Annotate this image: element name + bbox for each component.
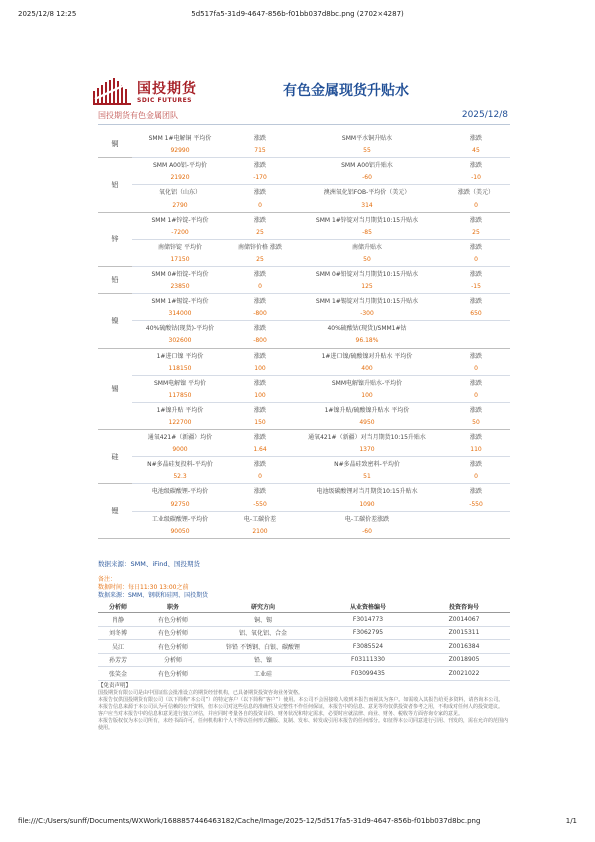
price-label-cell: SMM A00铝-平均价 — [153, 162, 207, 170]
team-name: 国投期货有色金属团队 — [98, 111, 178, 120]
price-value-cell: -550 — [442, 498, 510, 512]
metal-label: 锌 — [98, 212, 132, 266]
price-value-row — [98, 525, 510, 539]
price-value-row — [98, 334, 510, 348]
price-label-row — [98, 430, 510, 444]
price-label-cell: 涨跌 — [253, 216, 266, 224]
price-value-cell: 0 — [442, 362, 510, 376]
price-value-cell: 110 — [442, 443, 510, 457]
price-label-cell: 涨跌 — [253, 135, 266, 143]
price-label-cell: 涨跌 — [253, 325, 266, 333]
price-label-row — [98, 294, 510, 308]
price-label-cell: 通氧421#（新疆）对当月期货10:15升贴水 — [308, 434, 426, 442]
price-label-cell: 南储锌价格 涨跌 — [238, 243, 282, 251]
sdic-logo-icon — [93, 77, 133, 105]
analyst-cell: 刘冬博 — [98, 626, 138, 640]
price-label-cell: SMM A00铝升贴水 — [341, 162, 393, 170]
price-value-cell: 50 — [292, 253, 442, 267]
browser-print-footer — [18, 817, 577, 829]
analyst-cell: 有色分析师 — [138, 667, 208, 681]
price-label-cell: 1#镍升贴/硫酸镍升贴水 平均价 — [324, 406, 410, 414]
price-value-cell: 1090 — [292, 498, 442, 512]
price-value-row — [98, 280, 510, 294]
price-label-cell: 通氧421#（新疆）均价 — [147, 434, 213, 442]
price-value-cell: -550 — [228, 498, 292, 512]
price-value-row — [98, 198, 510, 212]
disclaimer-line: 国投期货有限公司是由中国证监会批准设立的期货经营机构，已具备期货投资咨询业务资格。 — [98, 690, 304, 696]
disclaimer-line: 客户应当对本报告中的信息和意见进行独立评估，并应同时考量各自的投资目的、财务状况和特定需求，必要时应就法律、商业、财务、税收等方面咨询专家的意见。 — [98, 711, 464, 717]
price-label-cell: 涨跌 — [253, 406, 266, 414]
analyst-cell: 肖静 — [98, 613, 138, 627]
price-value-cell: -10 — [442, 171, 510, 185]
price-label-cell: 涨跌 — [469, 461, 482, 469]
analyst-cell: Z0015311 — [418, 626, 510, 640]
title-divider — [98, 124, 510, 125]
price-value-cell: 314000 — [132, 307, 228, 321]
analyst-cell: 铜、锡 — [208, 613, 318, 627]
analyst-table — [98, 600, 510, 681]
price-value-cell: -300 — [292, 307, 442, 321]
price-value-row — [98, 470, 510, 484]
analyst-cell: 有色分析师 — [138, 626, 208, 640]
analyst-cell: 铝、氧化铝、合金 — [208, 626, 318, 640]
price-value-row — [98, 362, 510, 376]
price-value-cell: 125 — [292, 280, 442, 294]
disclaimer — [98, 683, 510, 732]
analyst-cell: F3062795 — [318, 626, 418, 640]
price-value-cell: 25 — [228, 253, 292, 267]
price-value-cell: 92990 — [132, 144, 228, 158]
price-value-cell: 9000 — [132, 443, 228, 457]
logo-chinese-text: 国投期货 — [137, 81, 197, 97]
price-value-cell: 117850 — [132, 389, 228, 403]
analyst-cell: 孙芳芳 — [98, 653, 138, 667]
analyst-cell: Z0021022 — [418, 667, 510, 681]
disclaimer-line: 本报告仅供国投期货有限公司（以下简称“本公司”）的特定客户（以下简称“客户”）使用。本公司不会因接收人收到本报告而视其为客户。如需收入其报告给更多资料，请咨询本公司。 — [98, 697, 504, 703]
analyst-header-license: 从业资格编号 — [318, 600, 418, 613]
analyst-cell: 工业硅 — [208, 667, 318, 681]
price-value-cell: 302600 — [132, 334, 228, 348]
print-datetime: 2025/12/8 12:25 — [18, 10, 77, 18]
price-value-row — [98, 498, 510, 512]
price-label-row — [98, 484, 510, 498]
price-label-row — [98, 511, 510, 525]
price-value-cell: 21920 — [132, 171, 228, 185]
analyst-cell: F3085524 — [318, 640, 418, 654]
price-label-cell: 涨跌 — [469, 298, 482, 306]
price-value-cell: 650 — [442, 307, 510, 321]
price-label-cell: SMM平水铜升贴水 — [341, 135, 393, 143]
price-value-cell: 0 — [228, 470, 292, 484]
price-label-row — [98, 348, 510, 362]
price-value-cell: 90050 — [132, 525, 228, 539]
analyst-row — [98, 640, 510, 654]
price-label-row — [98, 457, 510, 471]
price-label-cell: SMM 1#电解铜 平均价 — [148, 135, 212, 143]
price-value-row — [98, 389, 510, 403]
analyst-row — [98, 626, 510, 640]
price-value-cell: 1.64 — [228, 443, 292, 457]
price-label-cell: 涨跌 — [469, 406, 482, 414]
price-value-cell: -85 — [292, 226, 442, 240]
price-value-cell: 45 — [442, 144, 510, 158]
price-label-cell: 氧化铝（山东） — [158, 189, 201, 197]
price-label-cell: 1#镍升贴 平均价 — [156, 406, 204, 414]
price-label-cell: SMM 0#铅锭对当月期货10:15升贴水 — [315, 270, 419, 278]
price-label-cell: 1#进口镍/硫酸镍对升贴水 平均价 — [321, 352, 413, 360]
price-label-cell: 涨跌 — [469, 434, 482, 442]
price-value-cell: 100 — [228, 362, 292, 376]
price-value-cell: 51 — [292, 470, 442, 484]
price-label-cell: 涨跌 — [469, 488, 482, 496]
price-label-cell: SMM 1#锡锭-平均价 — [151, 298, 209, 306]
price-label-cell: 涨跌 — [469, 243, 482, 251]
price-label-cell — [442, 321, 510, 335]
price-value-cell: 0 — [442, 389, 510, 403]
price-label-cell: 涨跌 — [253, 379, 266, 387]
price-label-cell: 1#进口镍 平均价 — [156, 352, 204, 360]
price-value-cell: 0 — [228, 198, 292, 212]
price-label-cell: 涨跌 — [469, 352, 482, 360]
sdic-logo — [93, 77, 243, 113]
price-value-cell: 50 — [442, 416, 510, 430]
analyst-cell: 铅、镍 — [208, 653, 318, 667]
price-value-cell: 55 — [292, 144, 442, 158]
price-label-cell — [442, 511, 510, 525]
price-label-row — [98, 131, 510, 144]
price-value-cell: 0 — [228, 280, 292, 294]
metal-label: 硅 — [98, 430, 132, 484]
disclaimer-line: 本报告信息来源于本公司认为可信赖的公开资料，但本公司对这些信息的准确性及完整性不作任何保证，本报告中的信息、意见等均仅供投资者参考之用，不构成对任何人的投资建议。 — [98, 704, 504, 710]
analyst-cell: F3014773 — [318, 613, 418, 627]
price-label-cell: 涨跌（美元） — [457, 189, 494, 197]
price-value-cell: 25 — [228, 226, 292, 240]
price-label-row — [98, 158, 510, 172]
price-value-cell: 400 — [292, 362, 442, 376]
price-value-cell: 715 — [228, 144, 292, 158]
price-label-cell: 电池级碳酸锂对当月期货10:15升贴水 — [316, 488, 418, 496]
analyst-cell: 有色分析师 — [138, 640, 208, 654]
price-label-row — [98, 266, 510, 280]
price-value-cell: -800 — [228, 307, 292, 321]
price-label-cell: 涨跌 — [469, 216, 482, 224]
analyst-cell: 锌铅 不锈钢、白银、碳酸锂 — [208, 640, 318, 654]
analyst-row — [98, 667, 510, 681]
price-label-cell: 工业级碳酸锂-平均价 — [151, 515, 209, 523]
price-value-cell: 0 — [442, 470, 510, 484]
analyst-header-position: 职务 — [138, 600, 208, 613]
price-label-cell: SMM 1#锡锭对当月期货10:15升贴水 — [315, 298, 419, 306]
price-label-cell: SMM 1#锌锭对当月期货10:15升贴水 — [315, 216, 419, 224]
price-value-cell: 23850 — [132, 280, 228, 294]
price-label-cell: 涨跌 — [253, 189, 266, 197]
price-label-cell: SMM 0#铅锭-平均价 — [151, 270, 209, 278]
price-label-cell: 南储锌锭 平均价 — [158, 243, 202, 251]
price-label-cell: 涨跌 — [253, 298, 266, 306]
price-value-cell: 122700 — [132, 416, 228, 430]
analyst-row — [98, 613, 510, 627]
price-label-cell: 涨跌 — [469, 270, 482, 278]
metal-label: 铝 — [98, 158, 132, 212]
browser-print-header — [18, 10, 577, 22]
price-value-cell: 2100 — [228, 525, 292, 539]
price-label-cell: 涨跌 — [469, 135, 482, 143]
analyst-row — [98, 653, 510, 667]
price-value-cell: 150 — [228, 416, 292, 430]
price-label-cell: SMM电解镍升贴水-平均价 — [331, 379, 403, 387]
print-file-path: file:///C:/Users/sunff/Documents/WXWork/1688857446463182/Cache/Image/2025-12/5d517fa5-31d9-4647-856b-f01bb037d8bc.png — [18, 817, 481, 825]
metal-label: 镍 — [98, 294, 132, 348]
price-value-cell: 118150 — [132, 362, 228, 376]
price-label-cell: SMM电解镍 平均价 — [153, 379, 207, 387]
data-source: 数据来源：SMM、iFind、国投期货 — [98, 560, 200, 568]
report-title: 有色金属现货升贴水 — [283, 83, 409, 99]
price-value-cell: 17150 — [132, 253, 228, 267]
analyst-cell: 有色分析师 — [138, 613, 208, 627]
price-label-row — [98, 321, 510, 335]
metal-label: 铅 — [98, 266, 132, 293]
price-label-cell: 南储升贴水 — [351, 243, 382, 251]
disclaimer-line: 本报告版权仅为本公司所有，未经书面许可，任何机构和个人不得以任何形式翻版、复制、发布、转发或引用本报告的任何部分。如征得本公司同意进行引用、刊发的，需在允许的范围内使用。 — [98, 718, 509, 731]
price-label-cell: 40%硫酸钴(现货)/SMM1#钴 — [327, 325, 407, 333]
price-label-row — [98, 402, 510, 416]
price-label-cell: 澳洲氧化铝FOB-平均价（美元） — [323, 189, 411, 197]
price-label-cell: N#多晶硅复投料-平均价 — [147, 461, 213, 469]
price-value-cell: -7200 — [132, 226, 228, 240]
metal-label: 铜 — [98, 131, 132, 158]
report-date: 2025/12/8 — [461, 110, 508, 120]
metal-label: 锂 — [98, 484, 132, 538]
price-label-row — [98, 239, 510, 253]
price-value-cell: 0 — [442, 253, 510, 267]
note-data-source: 数据来源：SMM、钢联和硅网、国投期货 — [98, 592, 209, 599]
price-label-cell: 电-工碳价差 — [243, 515, 277, 523]
price-value-cell: 52.3 — [132, 470, 228, 484]
analyst-cell: 吴江 — [98, 640, 138, 654]
price-value-row — [98, 416, 510, 430]
price-label-cell: 涨跌 — [469, 379, 482, 387]
price-label-cell: 电-工碳价差涨跌 — [344, 515, 390, 523]
note-title: 备注： — [98, 576, 117, 583]
print-page-number: 1/1 — [565, 817, 577, 825]
analyst-cell: Z0014067 — [418, 613, 510, 627]
price-value-cell: 92750 — [132, 498, 228, 512]
price-label-cell: 涨跌 — [253, 434, 266, 442]
price-label-cell: 涨跌 — [253, 352, 266, 360]
price-label-row — [98, 185, 510, 199]
price-label-row — [98, 375, 510, 389]
price-value-row — [98, 144, 510, 158]
analyst-cell: 分析师 — [138, 653, 208, 667]
price-label-cell: 涨跌 — [469, 162, 482, 170]
price-label-cell: 涨跌 — [253, 162, 266, 170]
price-value-cell — [442, 334, 510, 348]
price-value-cell: 100 — [228, 389, 292, 403]
price-value-cell: -170 — [228, 171, 292, 185]
note-data-time: 数据时间：每日11:30 13:00之前 — [98, 584, 189, 591]
price-value-cell: 1370 — [292, 443, 442, 457]
price-label-cell: 涨跌 — [253, 488, 266, 496]
price-label-cell: N#多晶硅致密料-平均价 — [334, 461, 400, 469]
spot-premium-table — [98, 131, 510, 539]
price-value-cell: 314 — [292, 198, 442, 212]
price-label-cell: 电池级碳酸锂-平均价 — [151, 488, 209, 496]
price-label-row — [98, 212, 510, 226]
price-value-cell: -60 — [292, 525, 442, 539]
price-value-row — [98, 226, 510, 240]
price-value-cell: 2790 — [132, 198, 228, 212]
price-value-cell: 96.18% — [292, 334, 442, 348]
price-label-cell: SMM 1#锌锭-平均价 — [151, 216, 209, 224]
price-value-cell: 4950 — [292, 416, 442, 430]
price-value-cell: 25 — [442, 226, 510, 240]
price-value-cell: 0 — [442, 198, 510, 212]
price-value-cell: -15 — [442, 280, 510, 294]
print-filename: 5d517fa5-31d9-4647-856b-f01bb037d8bc.png (2702×4287) — [191, 10, 404, 18]
price-value-row — [98, 171, 510, 185]
price-value-cell: -60 — [292, 171, 442, 185]
price-value-row — [98, 443, 510, 457]
price-value-row — [98, 253, 510, 267]
price-value-row — [98, 307, 510, 321]
analyst-header-field: 研究方向 — [208, 600, 318, 613]
analyst-header-consult: 投资咨询号 — [418, 600, 510, 613]
price-value-cell — [442, 525, 510, 539]
price-label-cell: 40%硫酸钴(现货)-平均价 — [145, 325, 215, 333]
price-value-cell: -800 — [228, 334, 292, 348]
analyst-header-name: 分析师 — [98, 600, 138, 613]
analyst-cell: 张笑金 — [98, 667, 138, 681]
price-value-cell: 100 — [292, 389, 442, 403]
analyst-cell: F03099435 — [318, 667, 418, 681]
disclaimer-title: 【免责声明】 — [98, 683, 132, 689]
analyst-cell: Z0016384 — [418, 640, 510, 654]
metal-label: 锡 — [98, 348, 132, 430]
price-label-cell: 涨跌 — [253, 461, 266, 469]
price-label-cell: 涨跌 — [253, 270, 266, 278]
analyst-cell: F03111330 — [318, 653, 418, 667]
analyst-cell: Z0018905 — [418, 653, 510, 667]
logo-english-text: SDIC FUTURES — [137, 97, 193, 104]
